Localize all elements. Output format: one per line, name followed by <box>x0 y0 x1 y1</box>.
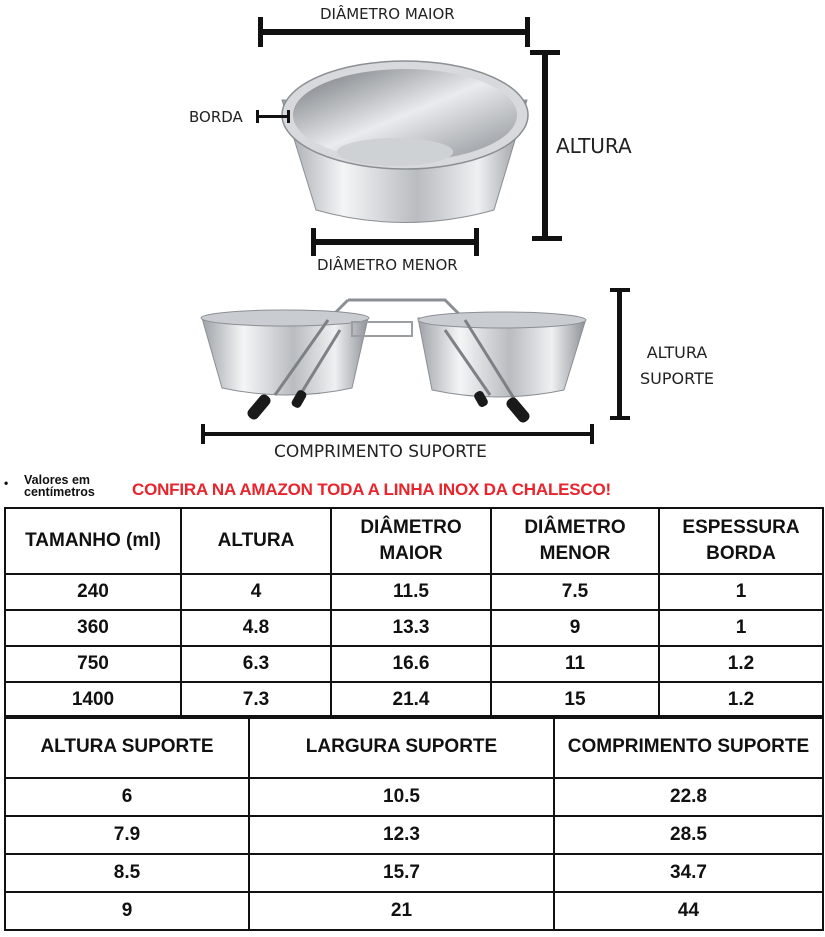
cell: 7.3 <box>181 682 331 718</box>
table-header-row <box>5 716 823 778</box>
cell: 6.3 <box>181 646 331 682</box>
promo-text: CONFIRA NA AMAZON TODA A LINHA INOX DA CHALESCO! <box>132 480 611 499</box>
units-note: Valores em centímetros <box>24 473 95 499</box>
cell: 4.8 <box>181 610 331 646</box>
dimension-comprimento-suporte <box>201 424 594 444</box>
table-row <box>5 892 823 930</box>
cell: 13.3 <box>331 610 491 646</box>
label-altura-suporte: ALTURA SUPORTE <box>640 343 714 388</box>
stand-dimensions-table <box>4 715 824 931</box>
label-diametro-menor: DIÂMETRO MENOR <box>317 256 458 274</box>
table-row <box>5 574 823 610</box>
cell: 28.5 <box>554 816 823 854</box>
cell: 15 <box>491 682 659 718</box>
table-row <box>5 854 823 892</box>
label-diametro-maior: DIÂMETRO MAIOR <box>320 5 455 23</box>
header-altura: ALTURA <box>181 508 331 574</box>
dimension-diametro-menor <box>311 228 479 256</box>
table-row <box>5 682 823 718</box>
cell: 16.6 <box>331 646 491 682</box>
double-bowl-stand-illustration <box>201 300 586 425</box>
cell: 12.3 <box>249 816 554 854</box>
cell: 11 <box>491 646 659 682</box>
table-row <box>5 778 823 816</box>
header-tamanho: TAMANHO (ml) <box>5 508 181 574</box>
header-altura-suporte: ALTURA SUPORTE <box>5 716 249 778</box>
cell: 1 <box>659 574 823 610</box>
header-diametro-maior: DIÂMETRO MAIOR <box>331 508 491 574</box>
bowl-illustration <box>282 61 528 223</box>
cell: 9 <box>491 610 659 646</box>
cell: 1.2 <box>659 682 823 718</box>
header-espessura-borda: ESPESSURA BORDA <box>659 508 823 574</box>
cell: 10.5 <box>249 778 554 816</box>
cell: 240 <box>5 574 181 610</box>
header-comprimento-suporte: COMPRIMENTO SUPORTE <box>554 716 823 778</box>
cell: 21 <box>249 892 554 930</box>
note-row <box>0 474 825 506</box>
cell: 1 <box>659 610 823 646</box>
dimension-altura-suporte <box>610 288 630 420</box>
label-altura: ALTURA <box>556 134 632 158</box>
cell: 15.7 <box>249 854 554 892</box>
cell: 21.4 <box>331 682 491 718</box>
cell: 1400 <box>5 682 181 718</box>
cell: 7.5 <box>491 574 659 610</box>
cell: 22.8 <box>554 778 823 816</box>
table-header-row <box>5 508 823 574</box>
bowl-dimensions-table <box>4 507 824 719</box>
table-row <box>5 816 823 854</box>
header-largura-suporte: LARGURA SUPORTE <box>249 716 554 778</box>
cell: 9 <box>5 892 249 930</box>
table-row <box>5 646 823 682</box>
label-borda: BORDA <box>189 108 243 126</box>
cell: 44 <box>554 892 823 930</box>
label-comprimento-suporte: COMPRIMENTO SUPORTE <box>274 442 487 462</box>
cell: 8.5 <box>5 854 249 892</box>
cell: 4 <box>181 574 331 610</box>
cell: 360 <box>5 610 181 646</box>
cell: 1.2 <box>659 646 823 682</box>
cell: 750 <box>5 646 181 682</box>
cell: 7.9 <box>5 816 249 854</box>
cell: 6 <box>5 778 249 816</box>
bullet-icon: • <box>4 476 9 490</box>
cell: 11.5 <box>331 574 491 610</box>
header-diametro-menor: DIÂMETRO MENOR <box>491 508 659 574</box>
cell: 34.7 <box>554 854 823 892</box>
table-row <box>5 610 823 646</box>
